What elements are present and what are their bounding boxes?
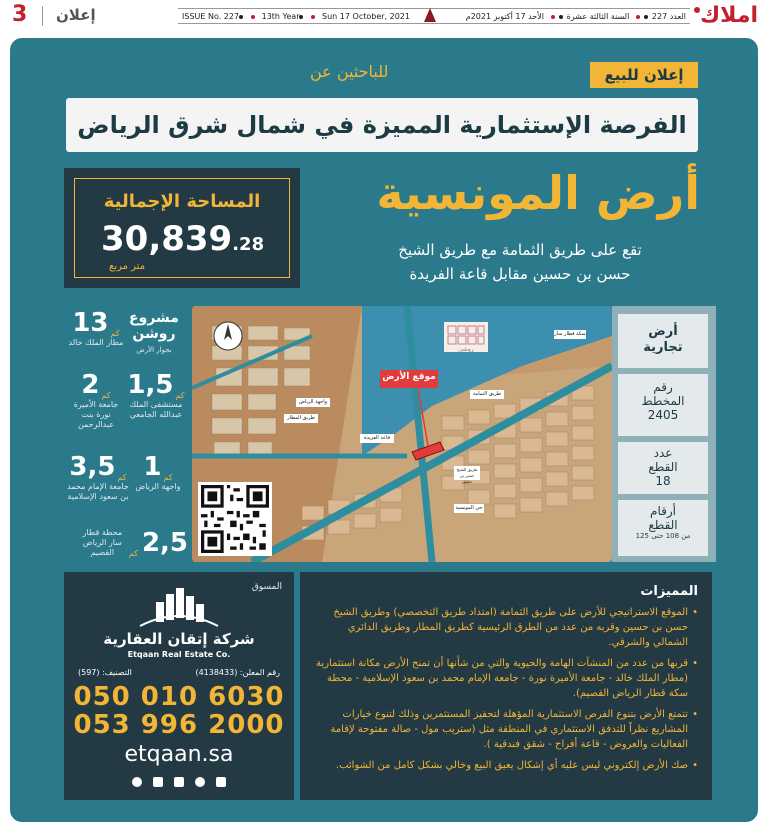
total-area-box bbox=[64, 168, 300, 288]
section-title: إعلان bbox=[56, 6, 96, 24]
land-type-card: أرض تجارية bbox=[618, 314, 708, 368]
brand-logo[interactable]: املاك bbox=[692, 3, 758, 28]
issue-date-ar: الأحد 17 أكتوبر 2021م bbox=[465, 12, 545, 21]
feature-item: • تتمتع الأرض بتنوع الفرص الاستثمارية المؤهلة لتحفيز المستثمرين وذلك لتنوع خيارات المشاريع نظراً للتدفق الاستثماري في المنطقة مثل (ستريب مول - صالة مفتوحة لإقامة الفعاليات والعروض - قاعة أفراح - شقق فندقية ). bbox=[314, 707, 698, 752]
issue-info-ar bbox=[466, 12, 686, 21]
issue-number-ar: العدد 227 bbox=[651, 12, 686, 21]
advertiser-number: رقم المعلن: (4138433) bbox=[195, 668, 280, 677]
map-label-riyadh-front: واجهة الرياض bbox=[298, 399, 328, 405]
issue-info-en bbox=[182, 12, 410, 21]
distance-pnu: 2 كم جامعة الأميرة نورة بنت عبدالرحمن bbox=[73, 370, 119, 429]
total-area-label: المساحة الإجمالية bbox=[103, 191, 261, 212]
advertisement-panel bbox=[10, 38, 758, 822]
feature-item: • الموقع الاستراتيجي للأرض على طريق الثمامة (امتداد طريق التخصصي) وطريق الشيخ حسن بن حسين وقربه من عدد من الطرق الرئيسية كطريق المطار وطريق الدائري الشمالي والشرقي. bbox=[314, 605, 698, 650]
company-logo-icon bbox=[136, 586, 222, 630]
web-icon[interactable] bbox=[132, 777, 142, 787]
snapchat-icon[interactable] bbox=[153, 777, 163, 787]
map-land-marker: موقع الأرض bbox=[382, 372, 436, 382]
map-label-thumama: طريق الثمامة bbox=[472, 391, 502, 397]
map-label-farida-hall: قاعة الفريدة bbox=[363, 435, 390, 441]
ad-headline: الفرصة الإستثمارية المميزة في شمال شرق الرياض bbox=[66, 98, 698, 152]
total-area-frame bbox=[74, 178, 290, 278]
map-label-sheikh-hasan-road: طريق الشيخ حسن بن حسين bbox=[456, 467, 478, 484]
plots-numbers-card: أرقام القطع من 108 حتى 125 bbox=[618, 500, 708, 556]
phone-number-2[interactable]: 053 996 2000 bbox=[73, 710, 285, 740]
company-registration bbox=[78, 668, 280, 677]
page-number: 3 bbox=[12, 2, 28, 27]
seekers-tag: للباحثين عن bbox=[310, 62, 389, 81]
map-label-monsiya: حي المونسية bbox=[455, 505, 483, 511]
issue-number-en: ISSUE No. 227 bbox=[182, 12, 240, 21]
marketer-label: المسوق bbox=[251, 582, 282, 592]
company-name-en: Etqaan Real Estate Co. bbox=[127, 650, 231, 659]
newspaper-header bbox=[0, 0, 768, 32]
for-sale-tag: إعلان للبيع bbox=[590, 62, 698, 88]
feature-item: • قربها من عدد من المنشآت الهامة والحيوية والتي من شأنها أن تمنح الأرض مكانة استثمارية (مطار الملك خالد - جامعة الأميرة نورة - جامعة الإمام محمد بن سعود الإسلامية - محطة سكة قطار الرياض القصيم). bbox=[314, 656, 698, 701]
qr-code-icon bbox=[201, 485, 269, 553]
map-roshn-logo: روشن bbox=[458, 346, 474, 353]
issue-year-ar: السنة الثالثة عشرة bbox=[566, 12, 630, 21]
plots-count-card: عدد القطع 18 bbox=[618, 442, 708, 494]
instagram-icon[interactable] bbox=[195, 777, 205, 787]
company-website[interactable]: etqaan.sa bbox=[124, 742, 234, 767]
twitter-icon[interactable] bbox=[174, 777, 184, 787]
total-area-value: 30,839.28 bbox=[101, 219, 265, 259]
compass-icon bbox=[214, 322, 242, 350]
land-name: أرض المونسية bbox=[376, 166, 700, 220]
roshn-project-label: مشروع روشن بجوار الأرض bbox=[129, 310, 179, 354]
classification-number: التصنيف: (597) bbox=[78, 668, 132, 677]
distance-airport: 13 كم مطار الملك خالد bbox=[68, 308, 124, 347]
map-label-sar-railway: سكة قطار سار bbox=[554, 331, 586, 337]
map-label-airport-road: طريق المطار bbox=[287, 415, 315, 421]
features-box bbox=[300, 572, 712, 800]
distance-sar-station: محطة قطار سار الرياض القصيم كم 2,5 bbox=[82, 528, 188, 558]
issue-date-en: Sun 17 October, 2021 bbox=[322, 12, 410, 21]
issue-bar bbox=[178, 8, 690, 24]
issue-bar-marker bbox=[424, 8, 436, 22]
qr-code[interactable] bbox=[198, 482, 272, 556]
distance-riyadh-front: 1 كم واجهة الرياض bbox=[135, 452, 181, 491]
features-list bbox=[314, 605, 698, 773]
total-area-unit: متر مربع bbox=[109, 261, 146, 272]
header-divider bbox=[42, 6, 43, 26]
youtube-icon[interactable] bbox=[216, 777, 226, 787]
issue-year-en: 13th Year bbox=[261, 12, 300, 21]
land-location: تقع على طريق الثمامة مع طريق الشيخ حسن بن حسين مقابل قاعة الفريدة bbox=[398, 241, 642, 283]
distance-imam-university: 3,5 كم جامعة الإمام محمد بن سعود الإسلامية bbox=[67, 452, 129, 501]
company-name-ar: شركة إتقان العقارية bbox=[103, 630, 255, 648]
distance-hospital: 1,5 كم مستشفى الملك عبدالله الجامعي bbox=[127, 370, 185, 419]
marketer-box bbox=[64, 572, 294, 800]
features-title: المميزات bbox=[640, 584, 698, 599]
social-icons bbox=[64, 772, 294, 791]
plan-number-card: رقم المخطط 2405 bbox=[618, 374, 708, 436]
feature-item: • صك الأرض إلكتروني ليس عليه أي إشكال يعيق البيع وخالي بشكل كامل من الشوائب. bbox=[314, 758, 698, 773]
phone-number-1[interactable]: 050 010 6030 bbox=[73, 682, 285, 712]
